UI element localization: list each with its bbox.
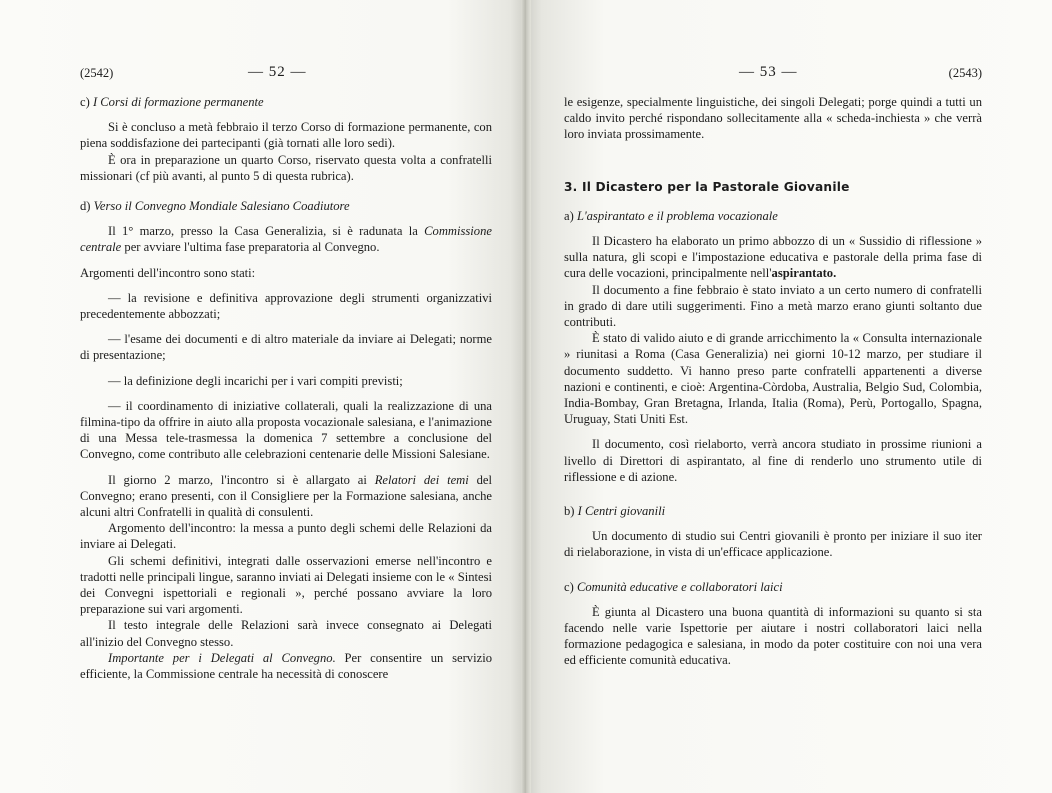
paragraph: Gli schemi definitivi, integrati dalle osservazioni emerse nell'incontro e tradotti nelle principali lingue, saranno inviati ai Delegati insieme con le « Sintesi dei Convegni ispettoriali e regionali », perché possano avviare la loro preparazione sui vari argomenti. xyxy=(80,553,492,617)
section-heading-c: c) Comunità educative e collaboratori laici xyxy=(564,579,783,594)
paragraph: Il documento, così rielaborto, verrà ancora studiato in prossime riunioni a livello di Direttori di aspirantato, al fine di renderlo uno strumento utile di riflessione e di azione. xyxy=(564,437,982,484)
running-head-left xyxy=(80,64,492,86)
list-item: — l'esame dei documenti e di altro materiale da inviare ai Delegati; norme di presentazione; xyxy=(80,332,492,363)
paragraph: Il Dicastero ha elaborato un primo abbozzo di un « Sussidio di riflessione » sulla natura, gli scopi e l'impostazione educativa e pastorale della prima fase di cura delle vocazioni, principalmente nell'aspirantato. xyxy=(564,234,982,281)
list-item: — il coordinamento di iniziative collaterali, quali la realizzazione di una filmina-tipo da offrire in aiuto alla proposta vocazionale salesiana, e l'animazione di una Messa tele-trasmessa la domenica 7 settembre a conclusione del Convegno, come contributo alle celebrazioni centenarie delle Missioni Salesiane. xyxy=(80,398,492,462)
right-page xyxy=(526,0,1052,793)
section-heading-a: a) L'aspirantato e il problema vocazionale xyxy=(564,208,778,223)
right-page-text xyxy=(564,94,982,669)
section-heading-c: c) I Corsi di formazione permanente xyxy=(80,95,264,109)
paragraph: È giunta al Dicastero una buona quantità di informazioni su quanto si sta facendo nelle varie Ispettorie per aiutare i nostri collaboratori laici nella formazione pedagogica e salesiana, in modo da poter costituire con noi una vera ed efficiente comunità educativa. xyxy=(564,604,982,668)
section-heading-b: b) I Centri giovanili xyxy=(564,504,666,519)
section-heading-d: d) Verso il Convegno Mondiale Salesiano Coadiutore xyxy=(80,199,350,214)
paragraph: Il 1° marzo, presso la Casa Generalizia, si è radunata la Commissione centrale per avviare l'ultima fase preparatoria al Convegno. xyxy=(80,224,492,255)
paragraph: Importante per i Delegati al Convegno. Per consentire un servizio efficiente, la Commissione centrale ha necessità di conoscere xyxy=(80,650,492,682)
paragraph: Un documento di studio sui Centri giovanili è pronto per iniziare il suo iter di rielaborazione, in vista di un'efficace applicazione. xyxy=(564,529,982,560)
section-title: 3. Il Dicastero per la Pastorale Giovanile xyxy=(564,179,850,194)
paragraph: Il giorno 2 marzo, l'incontro si è allargato ai Relatori dei temi del Convegno; erano presenti, con il Consigliere per la Formazione salesiana, anche alcuni altri Confratelli in qualità di consulenti. xyxy=(80,472,492,520)
page-number: — 52 — xyxy=(248,64,307,80)
paragraph: le esigenze, specialmente linguistiche, dei singoli Delegati; porge quindi a tutti un caldo invito perché rispondano sollecitamente alla « scheda-inchiesta » che verrà loro inviata prossimamente. xyxy=(564,95,982,142)
list-item: — la revisione e definitiva approvazione degli strumenti organizzativi precedentemente abbozzati; xyxy=(80,290,492,322)
page-code: (2543) xyxy=(948,66,982,80)
list-item: — la definizione degli incarichi per i vari compiti previsti; xyxy=(108,373,403,388)
page-number: — 53 — xyxy=(739,64,798,80)
paragraph: Argomenti dell'incontro sono stati: xyxy=(80,265,256,280)
paragraph: Il documento a fine febbraio è stato inviato a un certo numero di confratelli in grado di dare utili suggerimenti. Fino a metà marzo erano giunti soltanto due contributi. xyxy=(564,282,982,330)
left-page-text xyxy=(80,94,492,682)
paragraph: Si è concluso a metà febbraio il terzo Corso di formazione permanente, con piena soddisfazione dei partecipanti (già tornati alle loro sedi). xyxy=(80,120,492,151)
paragraph: È stato di valido aiuto e di grande arricchimento la « Consulta internazionale » riunitasi a Roma (Casa Generalizia) nei giorni 10-12 marzo, per studiare il documento suddetto. Vi hanno preso parte confratelli appartenenti a diverse nazioni e continenti, e cioè: Argentina-Còrdoba, Australia, Belgio Sud, Colombia, India-Bombay, Gran Bretagna, Irlanda, Italia (Roma), Perù, Portogallo, Spagna, Uruguay, Stati Uniti Est. xyxy=(564,331,982,427)
paragraph: Argomento dell'incontro: la messa a punto degli schemi delle Relazioni da inviare ai Delegati. xyxy=(80,521,492,552)
paragraph: È ora in preparazione un quarto Corso, riservato questa volta a confratelli missionari (cf più avanti, al punto 5 di questa rubrica). xyxy=(80,152,492,183)
page-code: (2542) xyxy=(80,66,114,80)
book-gutter xyxy=(521,0,531,793)
paragraph: Il testo integrale delle Relazioni sarà invece consegnato ai Delegati all'inizio del Convegno stesso. xyxy=(80,618,492,649)
running-head-right xyxy=(564,64,982,86)
